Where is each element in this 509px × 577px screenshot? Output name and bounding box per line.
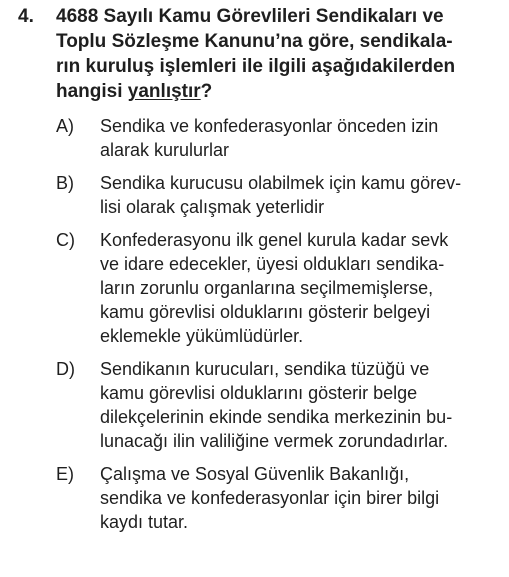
option-text-line: Çalışma ve Sosyal Güvenlik Bakanlığı, xyxy=(100,464,410,484)
option-text-line: Sendikanın kurucuları, sendika tüzüğü ve xyxy=(100,359,430,379)
option-e[interactable] xyxy=(0,462,509,534)
option-a[interactable] xyxy=(0,114,509,162)
option-b[interactable] xyxy=(0,171,509,219)
option-text-line: Sendika ve konfederasyonlar önceden izin xyxy=(100,116,439,136)
question-stem-suffix: ? xyxy=(200,81,213,102)
question-stem-line: 4688 Sayılı Kamu Görevlileri Sendikaları ve xyxy=(56,6,444,27)
answer-options xyxy=(0,114,509,543)
option-text xyxy=(100,228,505,348)
option-d[interactable] xyxy=(0,357,509,453)
option-text-line: ve idare edecekler, üyesi oldukları sendika- xyxy=(100,254,445,274)
option-letter: A) xyxy=(56,116,74,136)
question-stem-line: rın kuruluş işlemleri ile ilgili aşağıdakilerden xyxy=(56,56,456,77)
option-text-line: kamu görevlisi olduklarını gösterir belge xyxy=(100,383,418,403)
option-letter: B) xyxy=(56,173,74,193)
option-text xyxy=(100,462,505,534)
option-text xyxy=(100,357,505,453)
option-text-line: Sendika kurucusu olabilmek için kamu görev- xyxy=(100,173,462,193)
option-text-line: kamu görevlisi olduklarını gösterir belgeyi xyxy=(100,302,431,322)
option-text-line: ların zorunlu organlarına seçilmemişlerse, xyxy=(100,278,434,298)
question-stem-emphasis: yanlıştır xyxy=(127,81,201,102)
question-stem xyxy=(56,4,501,104)
question-stem-last-line xyxy=(56,79,501,104)
option-text-line: eklemekle yükümlüdürler. xyxy=(100,326,304,346)
question-stem-prefix: hangisi xyxy=(56,81,128,102)
option-text-line: kaydı tutar. xyxy=(100,512,189,532)
option-text-line: lisi olarak çalışmak yeterlidir xyxy=(100,197,325,217)
option-c[interactable] xyxy=(0,228,509,348)
question-stem-line: Toplu Sözleşme Kanunu’na göre, sendikala- xyxy=(56,31,453,52)
option-text-line: sendika ve konfederasyonlar için birer bilgi xyxy=(100,488,440,508)
option-text-line: lunacağı ilin valiliğine vermek zorundadırlar. xyxy=(100,431,449,451)
option-letter: C) xyxy=(56,230,75,250)
question-number: 4. xyxy=(18,6,34,27)
option-text-line: dilekçelerinin ekinde sendika merkezinin bu- xyxy=(100,407,453,427)
option-text xyxy=(100,114,505,162)
option-text-line: Konfederasyonu ilk genel kurula kadar sevk xyxy=(100,230,449,250)
option-letter: E) xyxy=(56,464,74,484)
option-letter: D) xyxy=(56,359,75,379)
option-text-line: alarak kurulurlar xyxy=(100,140,230,160)
option-text xyxy=(100,171,505,219)
